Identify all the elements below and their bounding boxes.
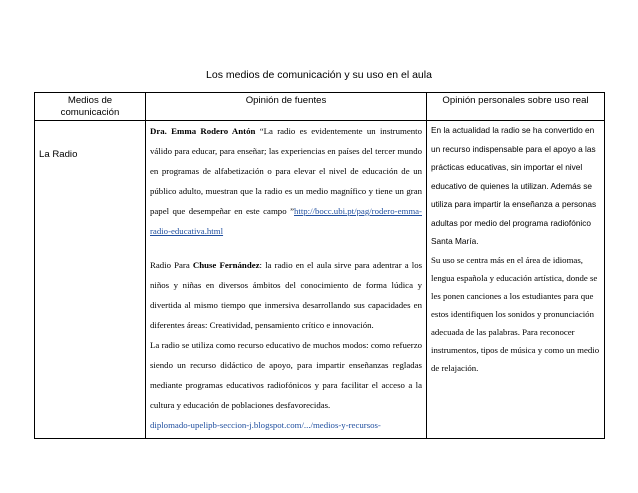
personal-cell: [427, 121, 605, 439]
header-opinion-fuentes: Opinión de fuentes: [146, 93, 427, 121]
source-link-1[interactable]: http://bocc.ubi.pt/pag/rodero-emma-radio-educativa.html: [150, 206, 422, 236]
table-row: [35, 121, 605, 439]
personal-paragraph-2: Su uso se centra más en el área de idiomas, lengua española y educación artística, donde se les ponen canciones a los estudiantes para que estos identifiquen los sonidos y pronunciación adecuada de las palabras. Para reconocer instrumentos, tipos de música y como un medio de relajación.: [431, 254, 600, 373]
source-quote-1: “La radio es evidentemente un instrumento válido para educar, para enseñar; las experiencias en países del tercer mundo en programas de alfabetización o para elevar el nivel de educación de un público adulto, muestran que la radio es un medio magnífico y tiene un gran papel que desempeñar en este campo ”: [150, 126, 422, 216]
header-medios: Medios de comunicación: [35, 93, 146, 121]
source-lead-2: Radio Para: [150, 260, 193, 270]
document-title: Los medios de comunicación y su uso en el aula: [206, 69, 432, 81]
header-opinion-personal: Opinión personales sobre uso real: [427, 93, 605, 121]
source-paragraph-3: La radio se utiliza como recurso educativo de muchos modos: como refuerzo siendo un recurso didáctico de apoyo, para impartir enseñanzas regladas mediante programas educativos radiofónicos y para facilitar el acceso a la cultura y educación de poblaciones desfavorecidas.: [150, 340, 422, 410]
header-row: [35, 93, 605, 121]
sources-cell: [146, 121, 427, 439]
source-author-2: Chuse Fernández: [192, 260, 260, 270]
source-text-2: : la radio en el aula sirve para adentrar a los niños y niñas en diversos ámbitos del conocimiento de forma lúdica y divertida al mismo tiempo que inmersiva desarrollando sus capacidades en diferentes áreas: Creatividad, pensamiento crítico e innovación.: [150, 260, 423, 330]
source-link-2[interactable]: diplomado-upelipb-seccion-j.blogspot.com/.../medios-y-recursos-: [150, 420, 381, 430]
media-table: [34, 92, 605, 439]
source-author-1: Dra. Emma Rodero Antón: [150, 126, 256, 136]
source-paragraph-2: [150, 255, 422, 335]
personal-paragraph-1: En la actualidad la radio se ha convertido en un recurso indispensable para el apoyo a las prácticas educativas, sin importar el nivel educativo de quienes la utilizan. Además se utiliza para impartir la enseñanza a personas adultas por medio del programa radiofónico Santa María.: [431, 125, 597, 246]
paragraph-gap: [150, 241, 422, 255]
medium-cell: La Radio: [35, 121, 146, 439]
source-paragraph-1: [150, 121, 422, 241]
